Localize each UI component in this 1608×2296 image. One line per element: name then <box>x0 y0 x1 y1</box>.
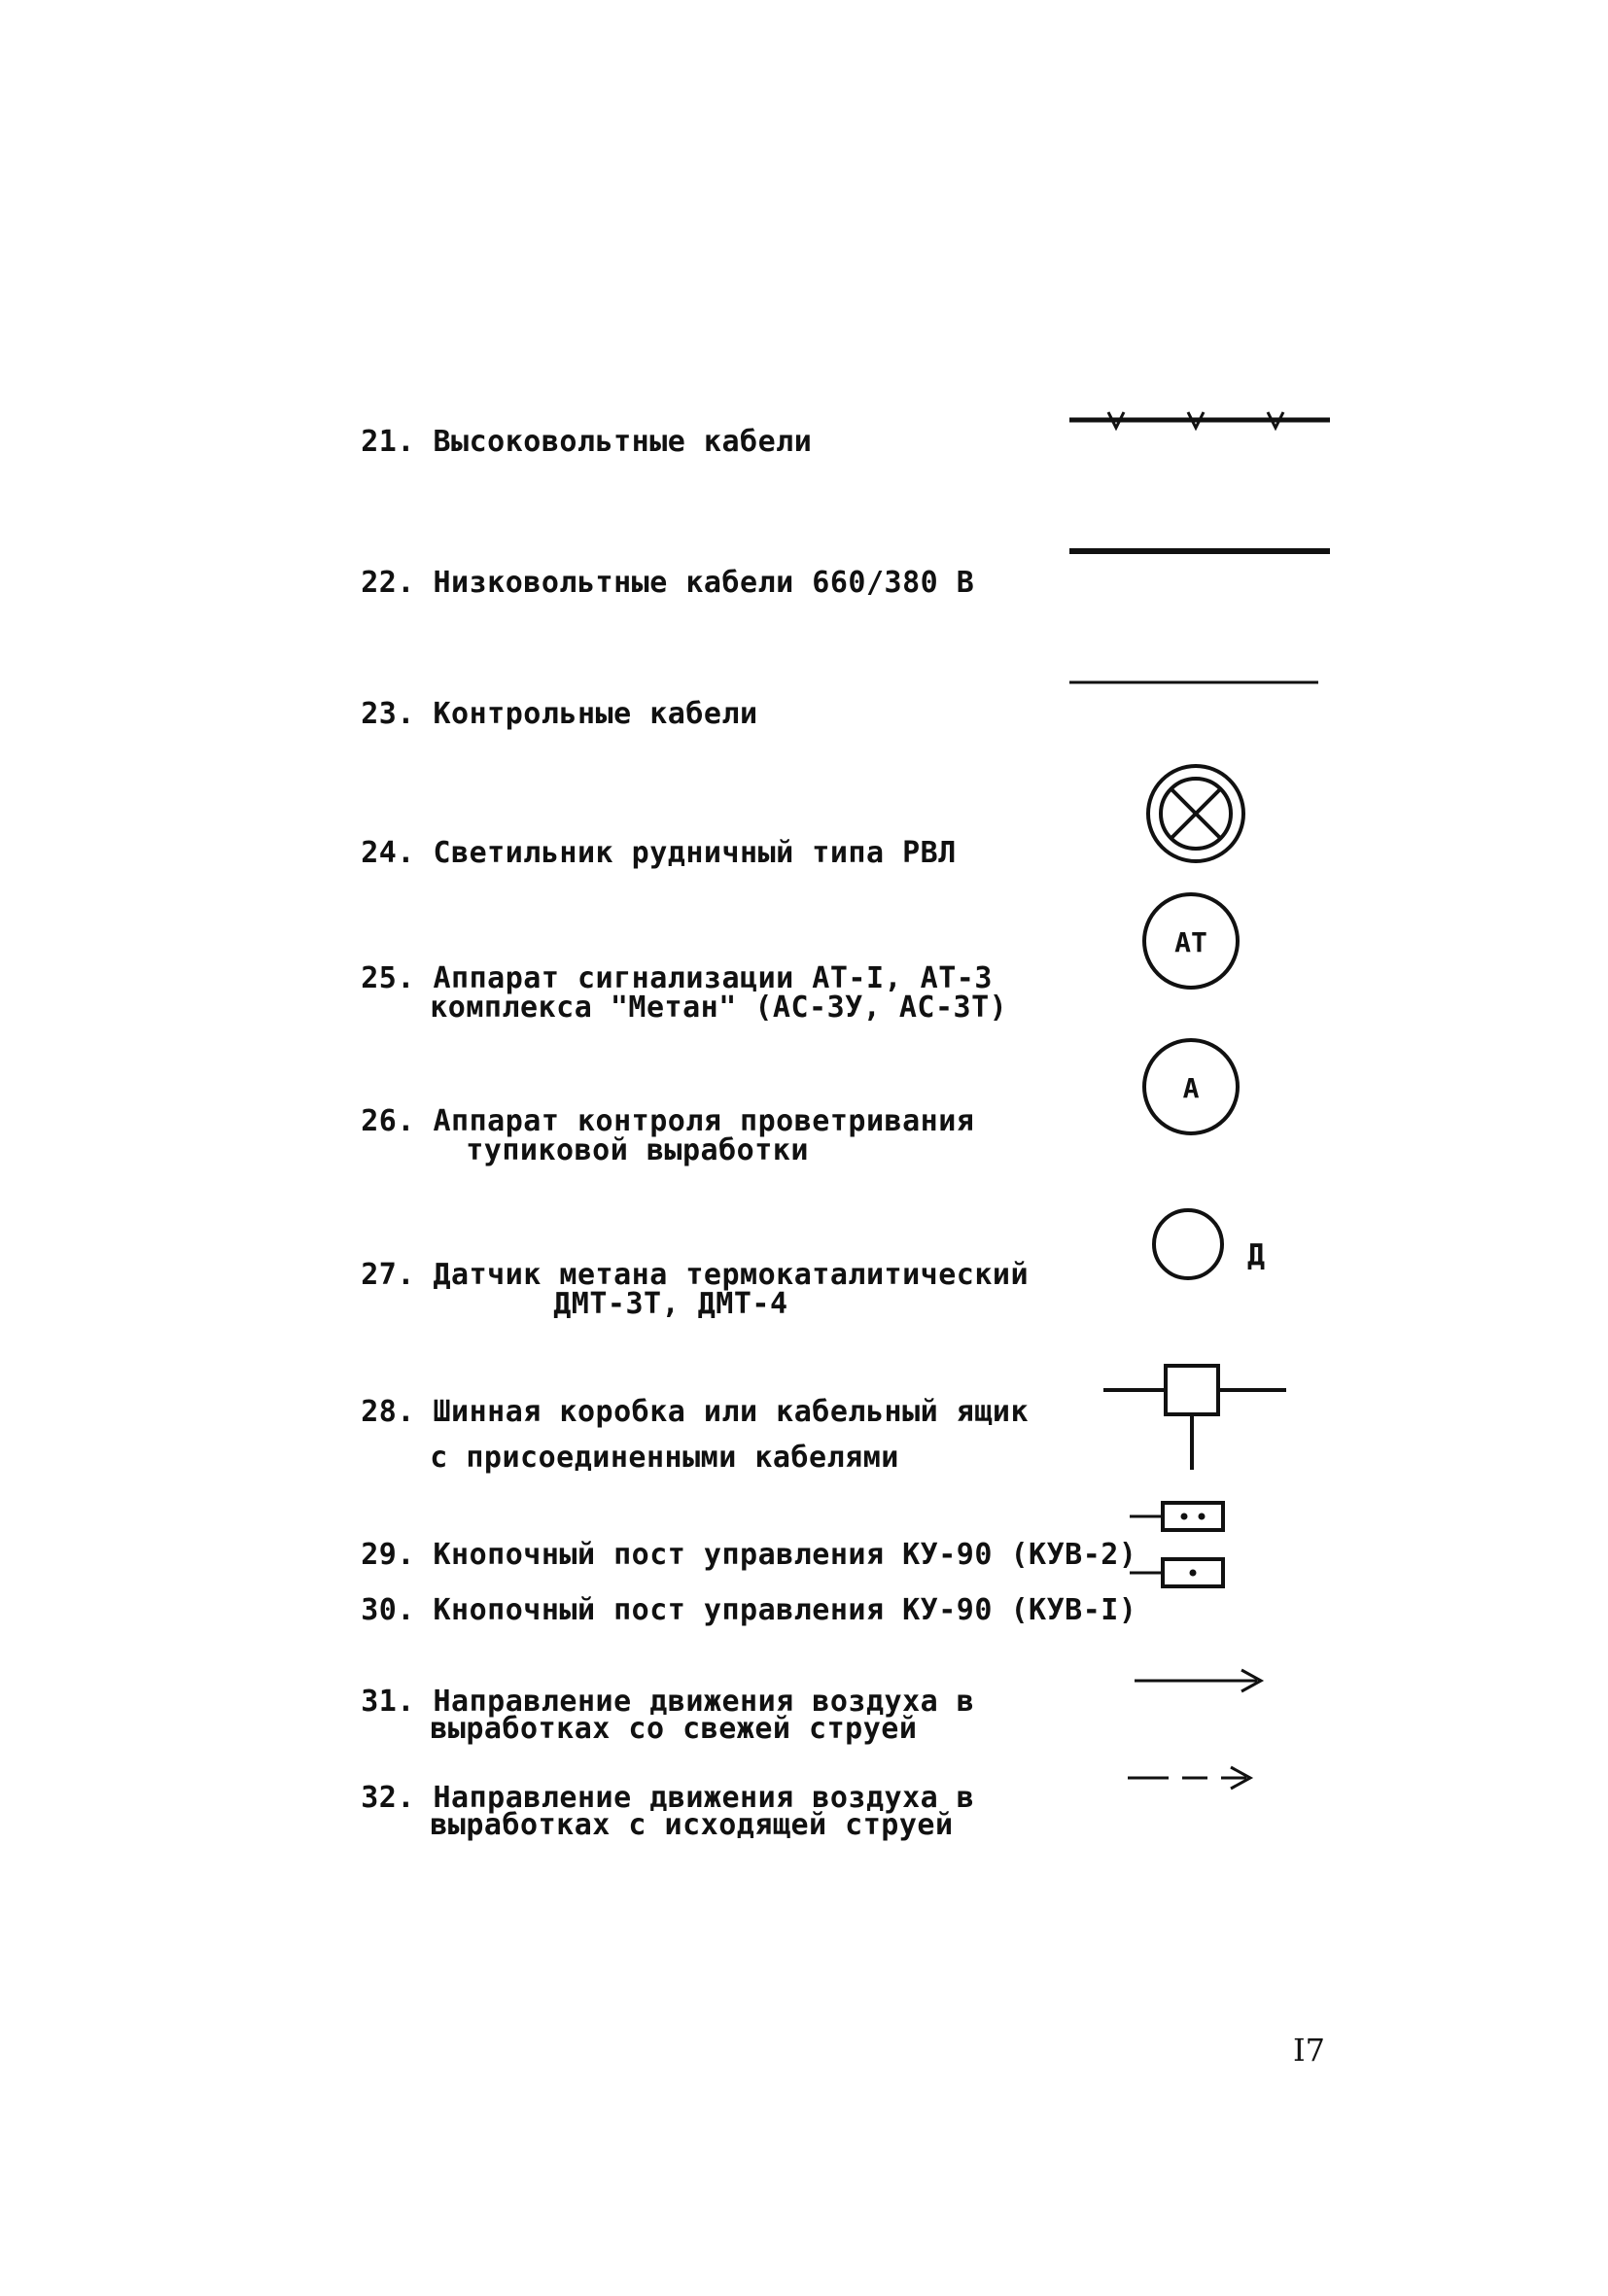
legend-item-24 <box>289 804 957 903</box>
page-number: I7 <box>1293 2032 1325 2069</box>
item-number: 30. <box>361 1593 415 1627</box>
item-number: 22. <box>361 566 415 600</box>
item-number: 21. <box>361 425 415 459</box>
legend-item-21 <box>289 393 812 492</box>
item-number: 25. <box>361 961 415 995</box>
fresh-air-flow-arrow-icon <box>1133 1664 1269 1697</box>
symbol-label-at: АТ <box>1174 926 1207 958</box>
item-label: комплекса "Метан" (АС-3У, АС-3Т) <box>430 991 1008 1025</box>
item-label: Направление движения воздуха в <box>433 1781 975 1815</box>
legend-item-27-line-2 <box>481 1255 788 1354</box>
signaling-device-at-icon <box>1139 889 1242 992</box>
push-button-station-kuv1-icon <box>1128 1553 1229 1592</box>
legend-item-32-line-2 <box>358 1776 954 1875</box>
junction-box-icon <box>1103 1361 1288 1474</box>
item-label: выработках со свежей струей <box>430 1712 918 1746</box>
push-button-station-kuv2-icon <box>1128 1497 1229 1536</box>
item-number: 31. <box>361 1685 415 1719</box>
exhaust-air-flow-arrow-icon <box>1126 1761 1262 1794</box>
item-number: 27. <box>361 1258 415 1292</box>
symbol-label-a: А <box>1182 1072 1200 1104</box>
high-voltage-cable-symbol <box>1069 402 1332 437</box>
item-label: тупиковой выработки <box>466 1133 809 1167</box>
methane-sensor-icon <box>1149 1205 1227 1283</box>
item-label: Кнопочный пост управления КУ-90 (КУВ-2) <box>433 1538 1137 1572</box>
legend-item-30 <box>289 1561 1136 1660</box>
item-label: Светильник рудничный типа РВЛ <box>433 836 957 870</box>
item-number: 32. <box>361 1781 415 1815</box>
low-voltage-cable-symbol <box>1069 544 1332 558</box>
item-number: 28. <box>361 1395 415 1429</box>
legend-item-22 <box>289 534 974 633</box>
item-label: Аппарат сигнализации АТ-I, АТ-3 <box>433 961 993 995</box>
item-label: Низковольтные кабели 660/380 В <box>433 566 975 600</box>
item-number: 23. <box>361 697 415 731</box>
item-label: Кнопочный пост управления КУ-90 (КУВ-I) <box>433 1593 1137 1627</box>
legend-item-28-line-2 <box>358 1409 899 1508</box>
legend-item-26-line-2 <box>394 1101 809 1200</box>
item-label: Направление движения воздуха в <box>433 1685 975 1719</box>
legend-item-23 <box>289 665 758 764</box>
item-number: 26. <box>361 1104 415 1138</box>
item-label: Датчик метана термокаталитический <box>433 1258 1030 1292</box>
legend-item-25-line-2 <box>358 958 1007 1058</box>
item-number: 29. <box>361 1538 415 1572</box>
item-label: выработках с исходящей струей <box>430 1808 954 1842</box>
mine-lamp-icon <box>1142 760 1249 867</box>
item-label: с присоединенными кабелями <box>430 1441 899 1475</box>
item-label: Шинная коробка или кабельный ящик <box>433 1395 1030 1429</box>
methane-sensor-label: Д <box>1247 1238 1266 1272</box>
ventilation-control-a-icon <box>1139 1035 1242 1138</box>
item-label: Высоковольтные кабели <box>433 425 813 459</box>
item-label: ДМТ-3Т, ДМТ-4 <box>553 1287 788 1321</box>
control-cable-symbol <box>1069 678 1322 687</box>
item-number: 24. <box>361 836 415 870</box>
item-label: Контрольные кабели <box>433 697 758 731</box>
item-label: Аппарат контроля проветривания <box>433 1104 975 1138</box>
